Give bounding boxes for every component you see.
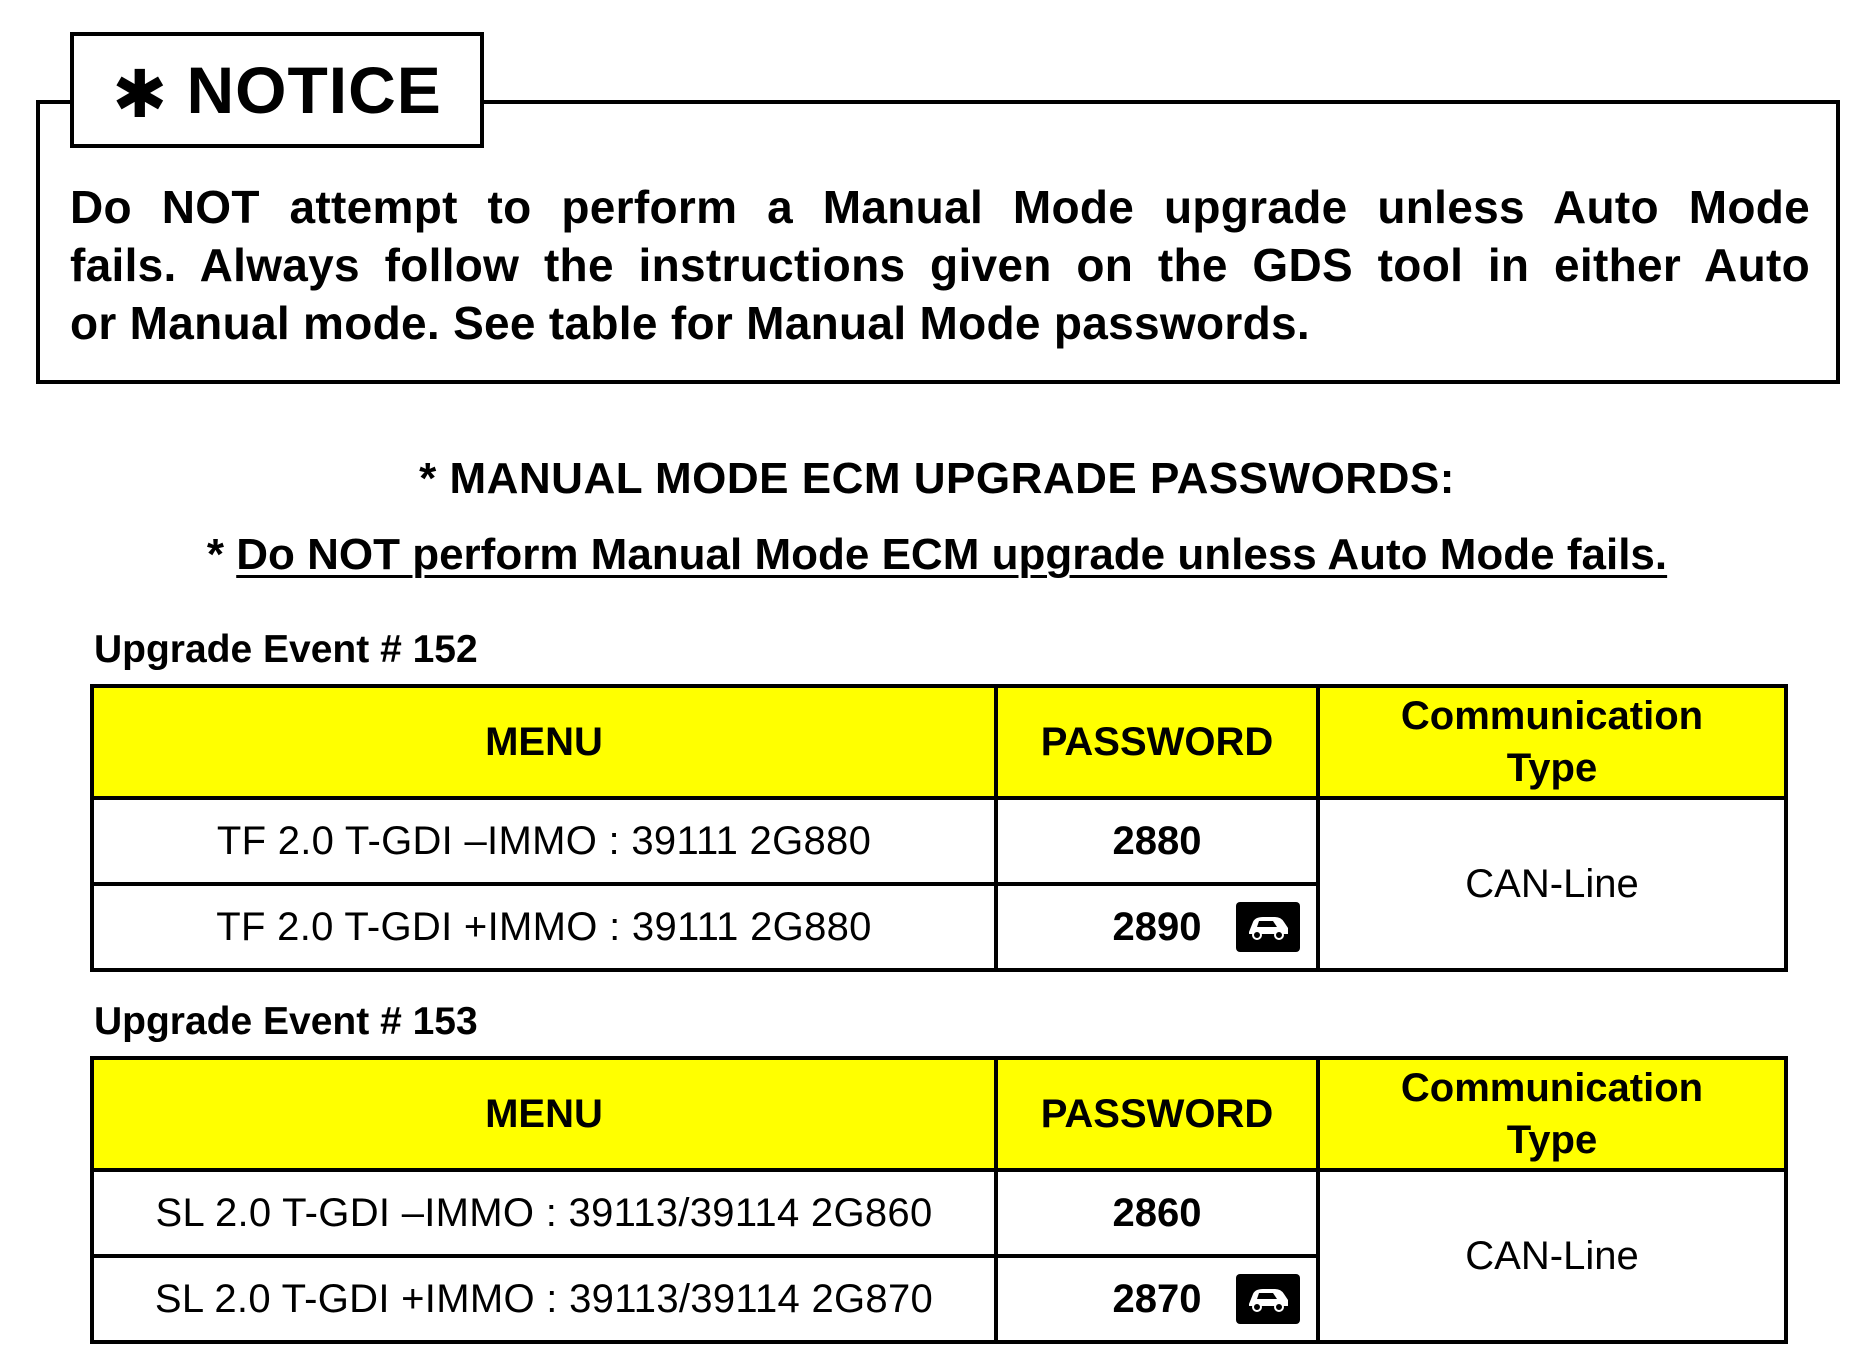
sub-heading (0, 530, 1874, 580)
notice-line: Do NOT attempt to perform a Manual Mode upgrade unless Auto Mode (70, 181, 1810, 233)
menu-cell: TF 2.0 T-GDI –IMMO : 39111 2G880 (92, 798, 996, 884)
notice-title: NOTICE (186, 52, 442, 127)
table-header-row (92, 1058, 1786, 1170)
notice-text (70, 178, 1810, 352)
asterisk-icon: ✱ (112, 56, 169, 131)
notice-title-box (70, 32, 484, 148)
header-menu: MENU (92, 686, 996, 798)
menu-cell: TF 2.0 T-GDI +IMMO : 39111 2G880 (92, 884, 996, 970)
password-cell: 2880 (996, 798, 1318, 884)
notice-line: fails. Always follow the instructions given on the GDS tool in either Auto (70, 239, 1810, 291)
event-label: Upgrade Event # 153 (94, 1000, 478, 1043)
table-row (92, 798, 1786, 884)
password-table (90, 1056, 1788, 1344)
password-cell: 2870 (996, 1256, 1318, 1342)
menu-cell: SL 2.0 T-GDI –IMMO : 39113/39114 2G860 (92, 1170, 996, 1256)
password-table (90, 684, 1788, 972)
password-cell: 2890 (996, 884, 1318, 970)
immobilizer-key-icon (1236, 1274, 1300, 1324)
table-header-row (92, 686, 1786, 798)
communication-type-cell: CAN-Line (1318, 1170, 1786, 1342)
sub-heading-prefix: * (206, 530, 237, 579)
table-row (92, 1170, 1786, 1256)
notice-line: or Manual mode. See table for Manual Mode passwords. (70, 297, 1310, 349)
event-label: Upgrade Event # 152 (94, 628, 478, 671)
header-communication-type: Communication Type (1318, 686, 1786, 798)
header-menu: MENU (92, 1058, 996, 1170)
immobilizer-key-icon (1236, 902, 1300, 952)
header-password: PASSWORD (996, 1058, 1318, 1170)
main-heading: * MANUAL MODE ECM UPGRADE PASSWORDS: (419, 454, 1455, 503)
communication-type-cell: CAN-Line (1318, 798, 1786, 970)
header-password: PASSWORD (996, 686, 1318, 798)
header-communication-type: Communication Type (1318, 1058, 1786, 1170)
password-cell: 2860 (996, 1170, 1318, 1256)
sub-heading-warning: Do NOT perform Manual Mode ECM upgrade unless Auto Mode fails. (236, 530, 1668, 579)
menu-cell: SL 2.0 T-GDI +IMMO : 39113/39114 2G870 (92, 1256, 996, 1342)
